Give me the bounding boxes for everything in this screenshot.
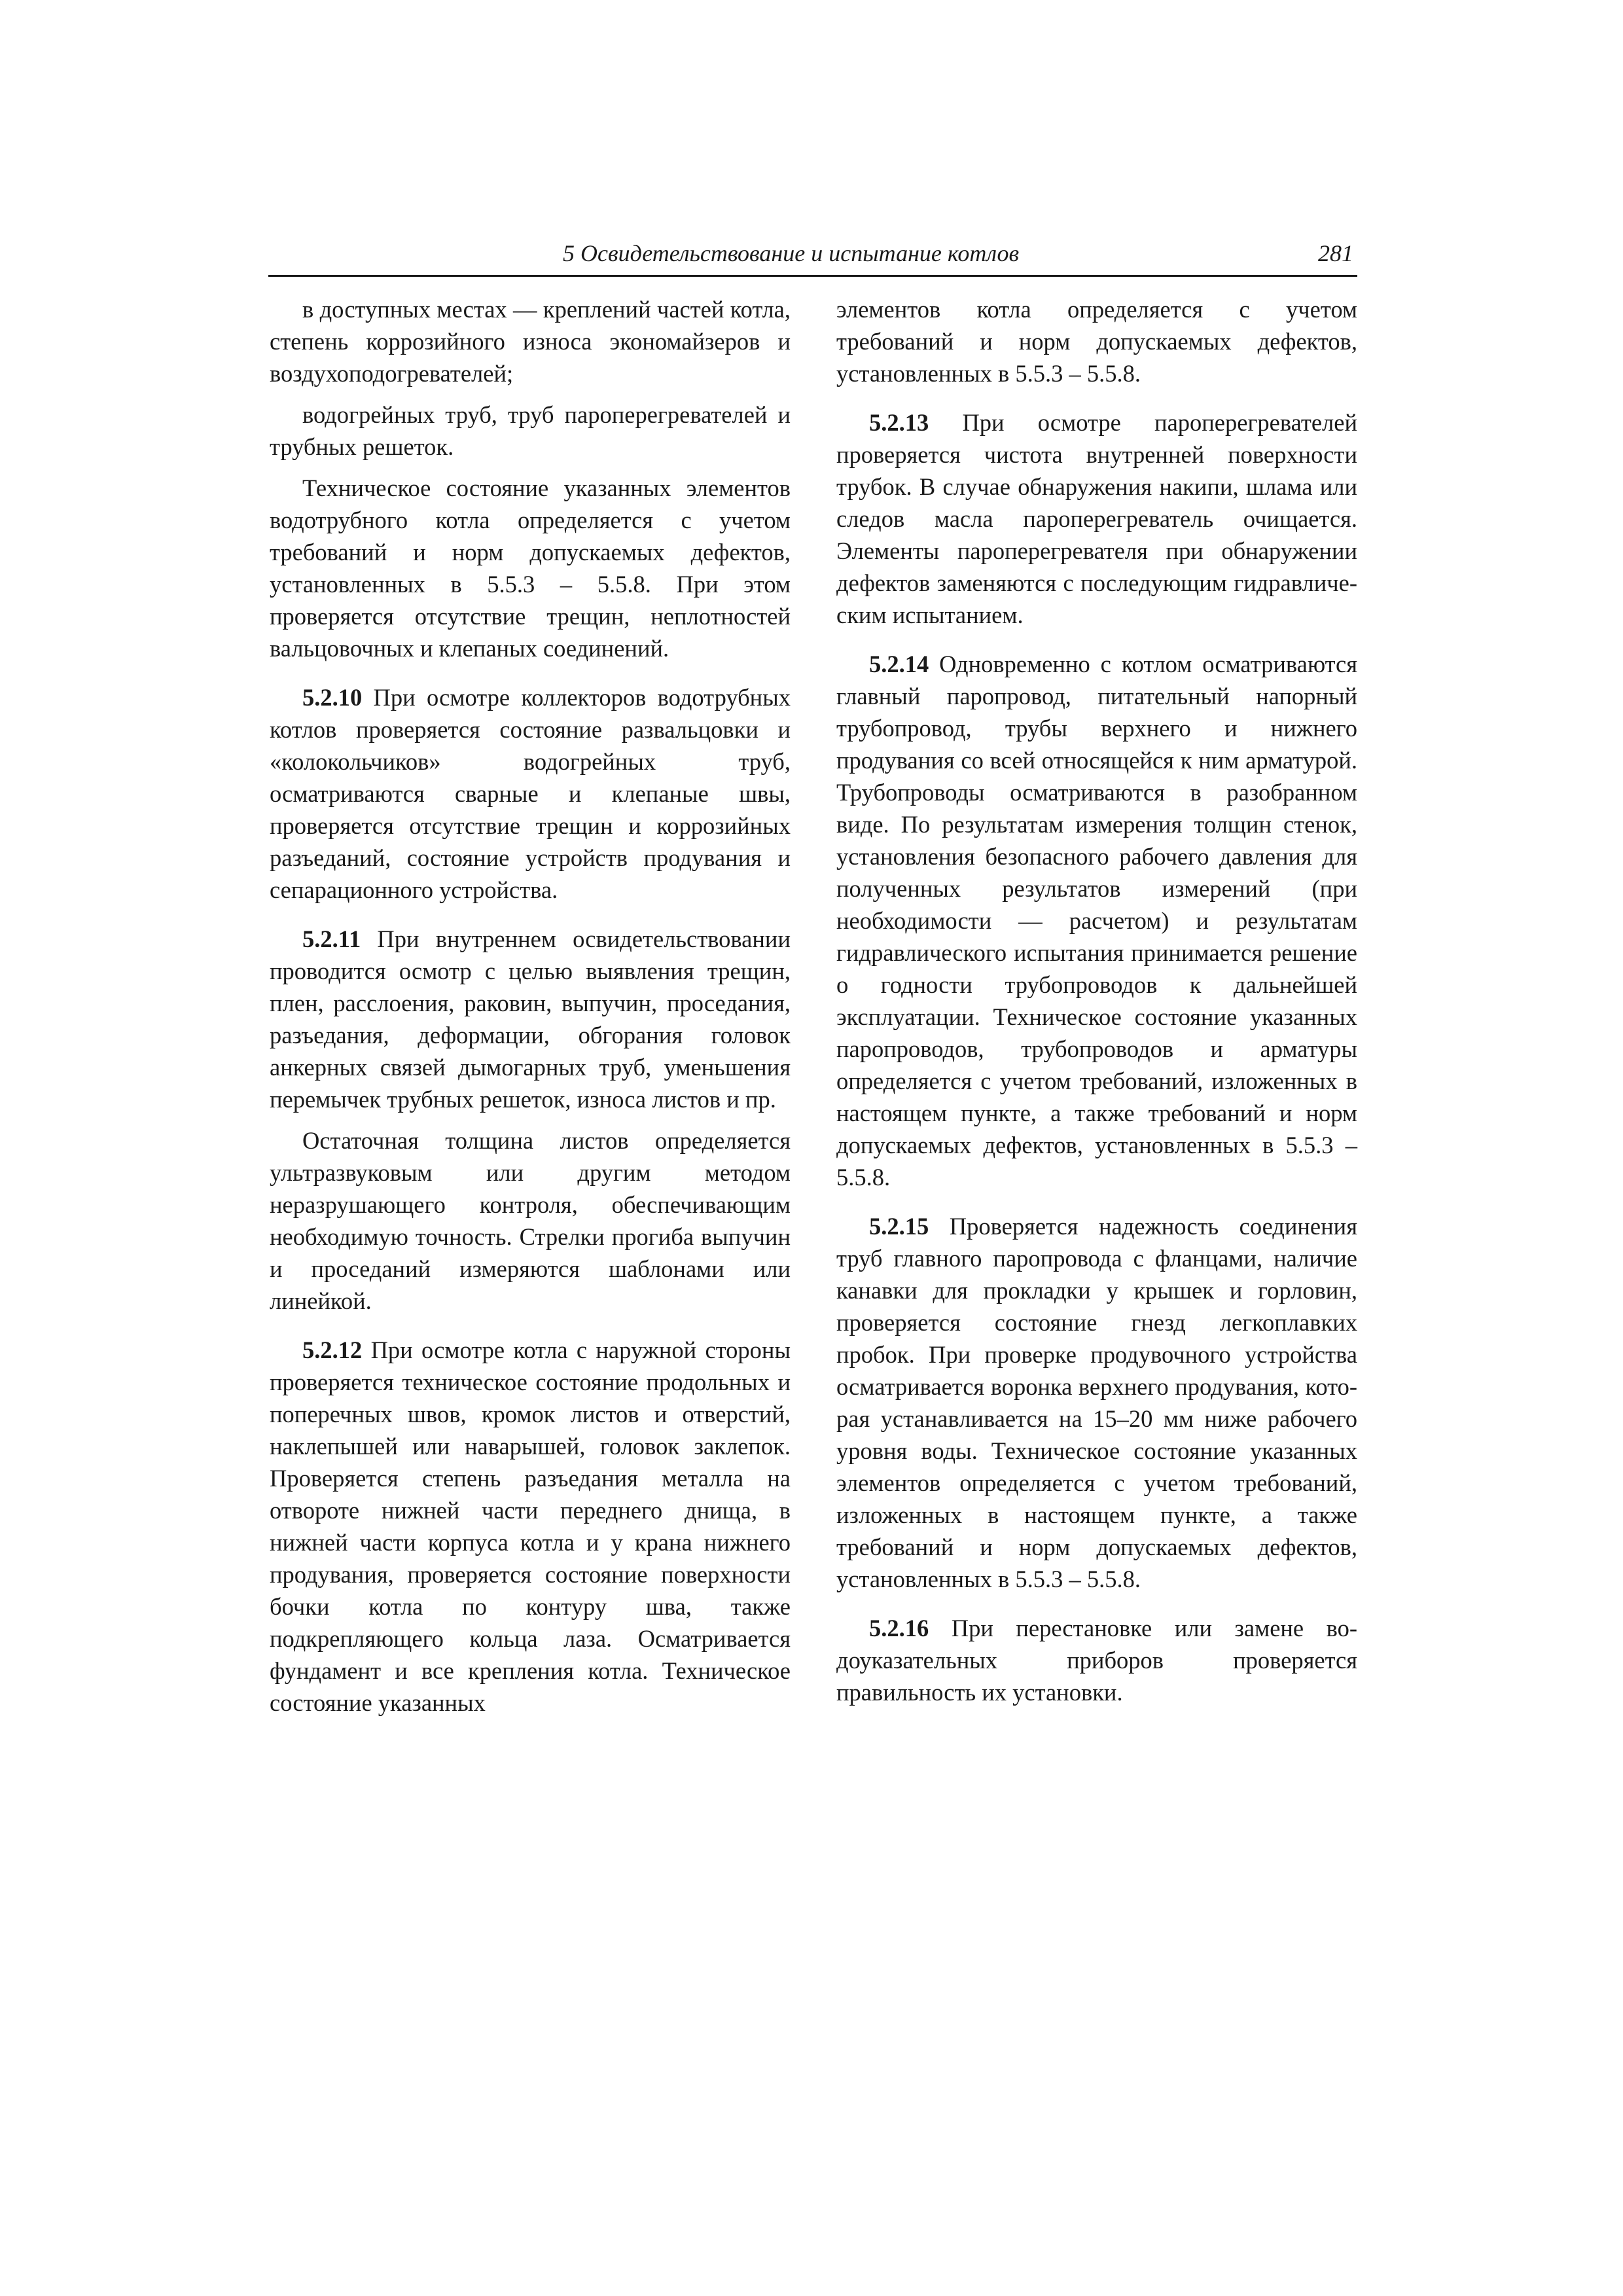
paragraph bbox=[836, 406, 1357, 631]
paragraph-text: При осмотре коллекторов водотрубных котлов проверяется состояние развальцовки и «колокольчиков» водогрейных труб, осматриваются сварные и клепаные швы, проверяется отсутствие трещин и коррозийных разъеданий, состояние устройств продувания и сепарационного устройства. bbox=[270, 684, 791, 903]
paragraph-text: При внутреннем освидетельствовании проводится осмотр с целью выявления трещин, плен, расслоения, раковин, выпучин, проседания, разъедания, деформации, обгорания головок анкерных связей дымогарных труб, уменьшения перемычек трубных решеток, износа листов и пр. bbox=[270, 925, 791, 1113]
paragraph-text: Техническое состояние указанных элементов водотрубного котла определяется с учетом требований и норм допускаемых дефектов, установленных в 5.5.3 – 5.5.8. При этом проверяется отсутствие трещин, неплотностей вальцовочных и клепаных соединений. bbox=[270, 475, 791, 662]
left-column bbox=[270, 293, 791, 1728]
paragraph bbox=[836, 293, 1357, 389]
paragraph-text: При осмотре котла с наружной стороны проверяется техническое состояние продольных и поперечных швов, кромок листов и отверстий, наклепышей или наварышей, головок заклепок. Проверяется степень разъедания металла на отвороте нижней части переднего днища, в нижней части корпуса котла и у крана нижнего продувания, проверяется состояние поверхности бочки котла по контуру шва, также подкрепляющего кольца лаза. Осматривается фундамент и все крепления котла. Техническое состояние указанных bbox=[270, 1336, 791, 1716]
paragraph-text: Проверяется надежность соединения труб главного паропровода с фланцами, наличие канавки для прокладки у крышек и горловин, проверяется состояние гнезд легкоплавких пробок. При проверке продувочного устройства осматривается воронка верхнего продувания, которая устанавливается на 15–20 мм ниже рабочего уровня воды. Техническое состояние указанных элементов определяется с учетом требований, изложенных в настоящем пункте, а также требований и норм допускаемых дефектов, установленных в 5.5.3 – 5.5.8. bbox=[836, 1213, 1357, 1592]
chapter-title: 5 Освидетельствование и испытание котлов bbox=[563, 240, 1020, 266]
paragraph bbox=[836, 1210, 1357, 1595]
paragraph-text: элементов котла определяется с учетом требований и норм допускаемых дефектов, установленных в 5.5.3 – 5.5.8. bbox=[836, 296, 1357, 387]
paragraph-text: При перестановке или замене водоуказательных приборов проверяется правильность их установки. bbox=[836, 1615, 1357, 1706]
paragraph bbox=[270, 1334, 791, 1719]
page-number: 281 bbox=[1318, 240, 1353, 266]
clause-number: 5.2.15 bbox=[869, 1213, 929, 1240]
clause-number: 5.2.13 bbox=[869, 409, 929, 436]
paragraph bbox=[270, 472, 791, 664]
paragraph-text: Остаточная толщина листов определяется ультразвуковым или другим методом неразрушающего контроля, обеспечивающим необходимую точность. Стрелки прогиба выпучин и проседаний измеряются шаблонами или линейкой. bbox=[270, 1127, 791, 1314]
right-column bbox=[836, 293, 1357, 1717]
clause-number: 5.2.10 bbox=[302, 684, 363, 711]
paragraph bbox=[270, 681, 791, 906]
paragraph bbox=[270, 1124, 791, 1317]
paragraph bbox=[836, 648, 1357, 1193]
paragraph bbox=[270, 293, 791, 389]
paragraph-text: в доступных местах — креплений частей котла, степень коррозийного износа экономайзеров и воздухоподогревателей; bbox=[270, 296, 791, 387]
running-header bbox=[268, 236, 1357, 277]
clause-number: 5.2.14 bbox=[869, 651, 929, 677]
paragraph bbox=[836, 1612, 1357, 1708]
paragraph-text: Одновременно с котлом осматриваются главный паропровод, питательный напорный трубопровод, трубы верхнего и нижнего продувания со всей относящейся к ним арматурой. Трубопроводы осматриваются в разобранном виде. По результатам измерения толщин стенок, установления безопасного рабочего давления для полученных результатов измерений (при необходимости — расчетом) и результатам гидравлического испытания принимается решение о годности трубопроводов к дальнейшей эксплуатации. Техническое состояние указанных паропроводов, трубопроводов и арматуры определяется с учетом требований, изложенных в настоящем пункте, а также требований и норм допускаемых дефектов, установленных в 5.5.3 – 5.5.8. bbox=[836, 651, 1357, 1191]
clause-number: 5.2.12 bbox=[302, 1336, 363, 1363]
clause-number: 5.2.11 bbox=[302, 925, 361, 952]
paragraph-text: При осмотре пароперегревателей проверяется чистота внутренней поверхности трубок. В случае обнаружения накипи, шлама или следов масла пароперегреватель очищается. Элементы пароперегревателя при обнаружении дефектов заменяются с последующим гидравлическим испытанием. bbox=[836, 409, 1357, 628]
paragraph bbox=[270, 923, 791, 1115]
clause-number: 5.2.16 bbox=[869, 1615, 929, 1641]
paragraph-text: водогрейных труб, труб пароперегревателей и трубных решеток. bbox=[270, 401, 791, 460]
paragraph bbox=[270, 399, 791, 463]
